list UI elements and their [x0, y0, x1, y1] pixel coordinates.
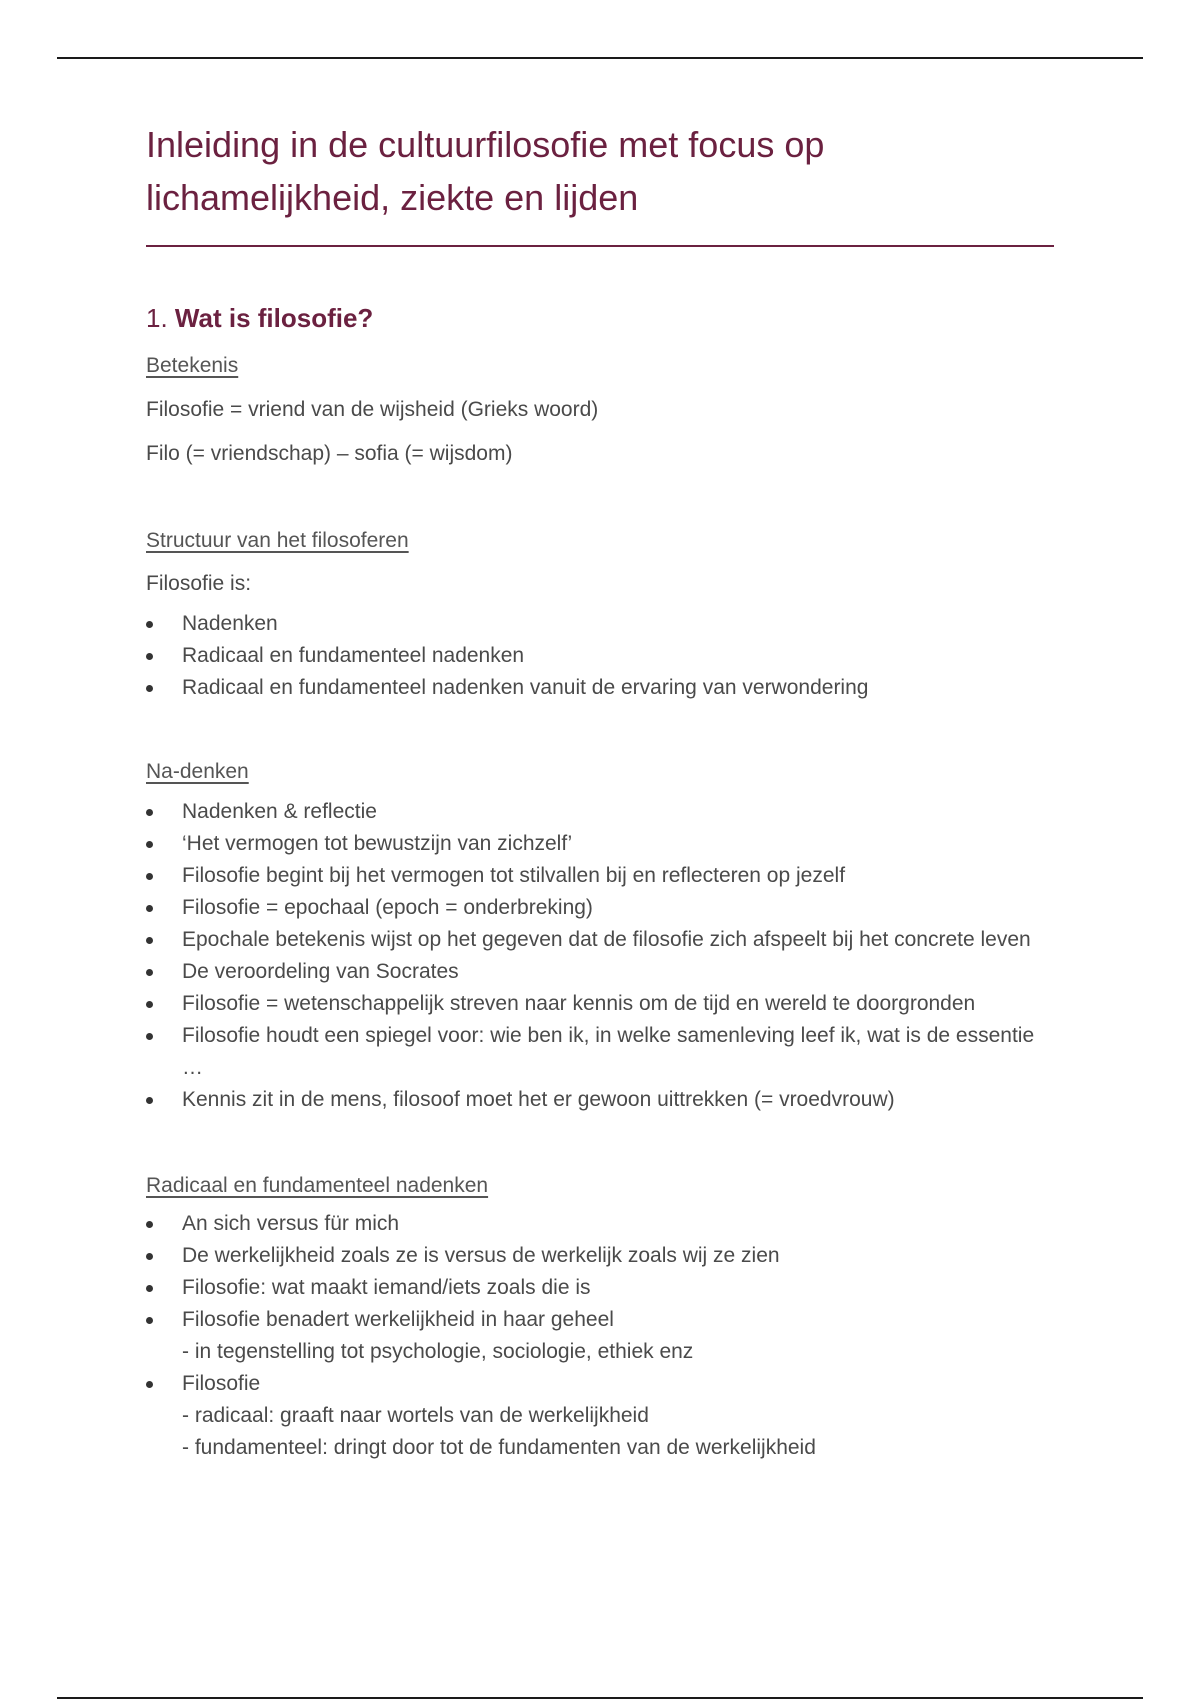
list-item: Kennis zit in de mens, filosoof moet het er gewoon uittrekken (= vroedvrouw) [146, 1084, 1056, 1116]
section-number: 1. [146, 303, 168, 333]
bullet-icon [146, 685, 153, 692]
bullet-icon [146, 1253, 153, 1260]
sub-line: - fundamenteel: dringt door tot de fundamenten van de werkelijkheid [182, 1436, 816, 1459]
nadenken-list [146, 796, 1056, 1116]
radicaal-list [146, 1208, 1056, 1464]
page-top-rule [57, 57, 1143, 59]
list-item: Nadenken [146, 608, 1056, 640]
list-item: Filosofie - radicaal: graaft naar wortels van de werkelijkheid - fundamenteel: dringt door tot de fundamenten van de werkelijkheid [146, 1368, 1056, 1464]
bullet-icon [146, 969, 153, 976]
subheading-nadenken: Na-denken [146, 760, 249, 783]
structuur-intro: Filosofie is: [146, 572, 252, 595]
bullet-icon [146, 653, 153, 660]
page-bottom-rule [57, 1697, 1143, 1699]
bullet-icon [146, 937, 153, 944]
section-heading [146, 303, 1056, 333]
subheading-structuur: Structuur van het filosoferen [146, 529, 409, 552]
list-item: Filosofie: wat maakt iemand/iets zoals die is [146, 1272, 1056, 1304]
subheading-betekenis: Betekenis [146, 354, 239, 377]
list-item: Filosofie benadert werkelijkheid in haar geheel - in tegenstelling tot psychologie, sociologie, ethiek enz [146, 1304, 1056, 1368]
bullet-icon [146, 841, 153, 848]
bullet-icon [146, 873, 153, 880]
structuur-list [146, 608, 1056, 704]
bullet-icon [146, 1033, 153, 1040]
list-item: Radicaal en fundamenteel nadenken [146, 640, 1056, 672]
bullet-icon [146, 1285, 153, 1292]
list-item: Epochale betekenis wijst op het gegeven dat de filosofie zich afspeelt bij het concrete leven [146, 924, 1056, 956]
list-item: ‘Het vermogen tot bewustzijn van zichzelf’ [146, 828, 1056, 860]
bullet-icon [146, 809, 153, 816]
bullet-icon [146, 1097, 153, 1104]
list-item: Filosofie begint bij het vermogen tot stilvallen bij en reflecteren op jezelf [146, 860, 1056, 892]
betekenis-line-1: Filosofie = vriend van de wijsheid (Grieks woord) [146, 398, 599, 421]
list-item: An sich versus für mich [146, 1208, 1056, 1240]
document-body [146, 118, 1056, 1464]
title-underline [146, 245, 1054, 247]
bullet-icon [146, 1317, 153, 1324]
list-item: Filosofie = epochaal (epoch = onderbreking) [146, 892, 1056, 924]
sub-line: - radicaal: graaft naar wortels van de werkelijkheid [182, 1404, 649, 1427]
bullet-icon [146, 1221, 153, 1228]
list-item: De werkelijkheid zoals ze is versus de werkelijk zoals wij ze zien [146, 1240, 1056, 1272]
bullet-icon [146, 621, 153, 628]
sub-line: - in tegenstelling tot psychologie, sociologie, ethiek enz [182, 1340, 694, 1363]
list-item: Filosofie houdt een spiegel voor: wie ben ik, in welke samenleving leef ik, wat is de essentie … [146, 1020, 1056, 1084]
bullet-icon [146, 1001, 153, 1008]
list-item: Radicaal en fundamenteel nadenken vanuit de ervaring van verwondering [146, 672, 1056, 704]
section-title: Wat is filosofie? [174, 303, 374, 333]
subheading-radicaal: Radicaal en fundamenteel nadenken [146, 1174, 489, 1197]
document-title: Inleiding in de cultuurfilosofie met focus op lichamelijkheid, ziekte en lijden [146, 124, 825, 218]
list-item: Nadenken & reflectie [146, 796, 1056, 828]
bullet-icon [146, 1381, 153, 1388]
bullet-icon [146, 905, 153, 912]
list-item: Filosofie = wetenschappelijk streven naar kennis om de tijd en wereld te doorgronden [146, 988, 1056, 1020]
betekenis-line-2: Filo (= vriendschap) – sofia (= wijsdom) [146, 442, 513, 465]
list-item: De veroordeling van Socrates [146, 956, 1056, 988]
